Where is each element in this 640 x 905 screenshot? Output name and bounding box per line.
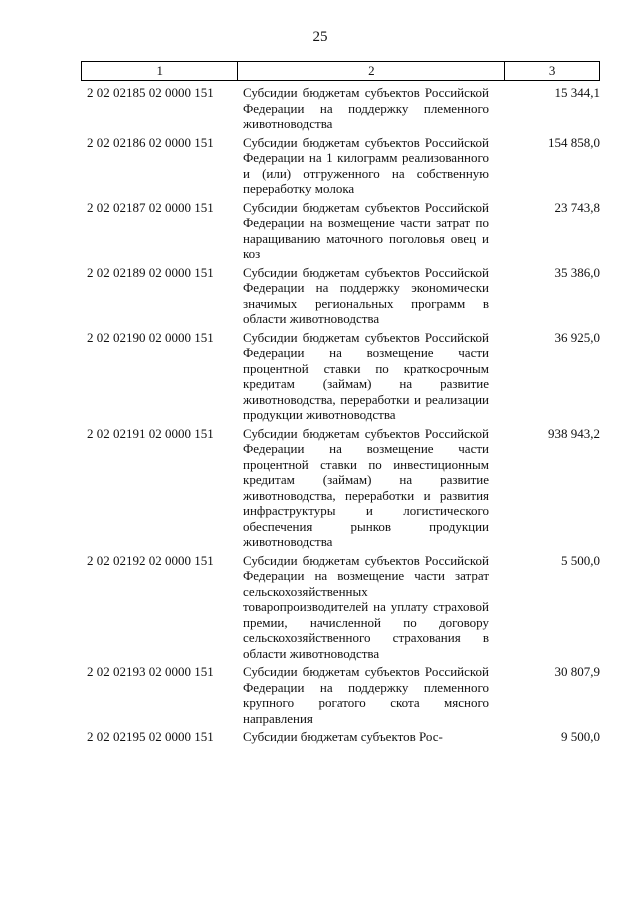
budget-code: 2 02 02192 02 0000 151: [87, 552, 214, 568]
table-row: [81, 426, 600, 550]
amount-value: 30 807,9: [554, 664, 600, 679]
table-row: [81, 664, 600, 726]
amount-value: 154 858,0: [548, 134, 600, 150]
table-row: [81, 265, 600, 327]
income-description: Субсидии бюджетам субъектов Рос-: [243, 729, 443, 744]
table-row: [81, 553, 600, 662]
amount-value: 9 500,0: [561, 729, 600, 744]
income-description: Субсидии бюджетам субъектов Российской Федерации на возмещение части процентной ставки по краткосрочным кредитам (займам) на развитие животноводства, переработки и реализации продукции животноводства: [243, 329, 489, 422]
budget-code: 2 02 02195 02 0000 151: [87, 729, 214, 744]
amount-value: 35 386,0: [554, 264, 600, 280]
table-row: [81, 729, 600, 745]
column-header-3: 3: [548, 63, 556, 78]
income-description: Субсидии бюджетам субъектов Российской Федерации на поддержку племенного животноводства: [243, 85, 489, 131]
income-description: Субсидии бюджетам субъектов Российской Федерации на 1 килограмм реализованного и (или) отгруженного на собственную переработку молока: [243, 134, 489, 196]
budget-code: 2 02 02186 02 0000 151: [87, 134, 214, 150]
column-header-1: 1: [82, 62, 238, 80]
budget-code: 2 02 02193 02 0000 151: [87, 664, 214, 679]
income-description: Субсидии бюджетам субъектов Российской Федерации на возмещение части затрат по наращиванию маточного поголовья овец и коз: [243, 199, 489, 261]
budget-code: 2 02 02190 02 0000 151: [87, 329, 214, 345]
income-description: Субсидии бюджетам субъектов Российской Федерации на возмещение части процентной ставки по инвестиционным кредитам (займам) на развитие животноводства, переработки и развития инфраструктуры и логистического обеспечения рынков продукции животноводства: [243, 425, 489, 549]
amount-value: 36 925,0: [554, 329, 600, 345]
table-row: [81, 330, 600, 423]
amount-value: 5 500,0: [561, 552, 600, 568]
amount-value: 938 943,2: [548, 425, 600, 441]
budget-code: 2 02 02185 02 0000 151: [87, 85, 214, 100]
amount-value: 23 743,8: [554, 199, 600, 215]
page-number: 25: [312, 29, 328, 45]
income-description: Субсидии бюджетам субъектов Российской Федерации на возмещение части затрат сельскохозяйственных товаропроизводителей на уплату страховой премии, начисленной по договору сельскохозяйственного страхования в области животноводства: [243, 552, 489, 661]
table-row: [81, 85, 600, 132]
table-header: [81, 61, 600, 81]
budget-code: 2 02 02187 02 0000 151: [87, 199, 214, 215]
table-row: [81, 135, 600, 197]
budget-code: 2 02 02189 02 0000 151: [87, 264, 214, 280]
table-row: [81, 200, 600, 262]
table-body: [81, 85, 600, 748]
budget-code: 2 02 02191 02 0000 151: [87, 425, 214, 441]
income-description: Субсидии бюджетам субъектов Российской Федерации на поддержку экономически значимых региональных программ в области животноводства: [243, 264, 489, 326]
amount-value: 15 344,1: [554, 85, 600, 100]
income-description: Субсидии бюджетам субъектов Российской Федерации на поддержку племенного крупного рогатого скота мясного направления: [243, 664, 489, 726]
column-header-2: 2: [238, 62, 505, 80]
